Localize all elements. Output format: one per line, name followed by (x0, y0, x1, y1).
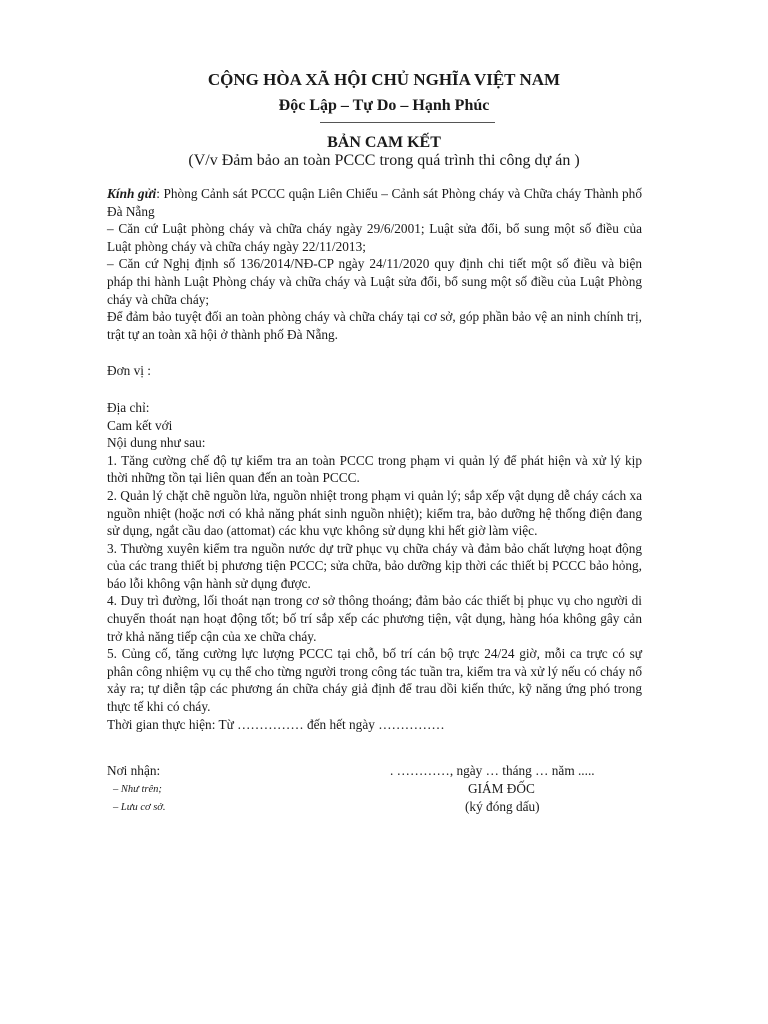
date-line: . …………, ngày … tháng … năm ..... (390, 763, 595, 778)
implementation-time: Thời gian thực hiện: Từ …………… đến hết ngày …………… (107, 716, 445, 732)
recipient-text: : Phòng Cảnh sát PCCC quận Liên Chiểu – Cảnh sát Phòng cháy và Chữa cháy Thành phố Đà Nẵng (107, 186, 642, 219)
commitment-item-4: 4. Duy trì đường, lối thoát nạn trong cơ sở thông thoáng; đảm bảo các thiết bị phục vụ cho người di chuyển thoát nạn hoạt động tốt; bố trí sắp xếp các phương tiện, vật dụng, hàng hóa không gây cản trở khả năng tiếp cận của xe chữa cháy. (107, 593, 642, 644)
commitment-item-2: 2. Quản lý chặt chẽ nguồn lửa, nguồn nhiệt trong phạm vi quản lý; sắp xếp vật dụng dễ cháy cách xa nguồn nhiệt (hoặc nơi có khả năng phát sinh nguồn nhiệt); kiểm tra, bảo dưỡng hệ thống điện đang sử dụng, ngắt cầu dao (attomat) các khu vực không sử dụng khi hết giờ làm việc. (107, 487, 642, 539)
commitment-item-3: 3. Thường xuyên kiểm tra nguồn nước dự trữ phục vụ chữa cháy và đảm bảo chất lượng hoạt động của các trang thiết bị phương tiện PCCC; sửa chữa, bảo dưỡng kịp thời các thiết bị PCCC bảo hỏng, báo lỗi không vận hành sử dụng được. (107, 540, 642, 591)
legal-basis-2: – Căn cứ Nghị định số 136/2014/NĐ-CP ngày 24/11/2020 quy định chi tiết một số điều và biện pháp thi hành Luật Phòng cháy và chữa cháy và Luật sửa đổi, bổ sung một số điều của Luật Phòng cháy và chữa cháy; (107, 256, 642, 307)
legal-basis-1: – Căn cứ Luật phòng cháy và chữa cháy ngày 29/6/2001; Luật sửa đổi, bổ sung một số điều của Luật phòng cháy và chữa cháy ngày 22/11/2013; (107, 221, 642, 254)
document-subtitle: (V/v Đảm bảo an toàn PCCC trong quá trình thi công dự án ) (188, 152, 580, 169)
unit-field: Đơn vị : (107, 363, 151, 379)
recipient-item-1: – Như trên; (113, 784, 162, 795)
national-motto: Độc Lập – Tự Do – Hạnh Phúc (278, 97, 490, 114)
address-field: Địa chỉ: (107, 399, 150, 415)
recipient-label: Kính gửi (107, 186, 157, 201)
document-title: BẢN CAM KẾT (327, 134, 441, 151)
commitment-item-1: 1. Tăng cường chế độ tự kiểm tra an toàn PCCC trong phạm vi quản lý để phát hiện và xử lý kịp thời những tồn tại liên quan đến an toàn PCCC. (107, 452, 642, 486)
recipients-label: Nơi nhận: (107, 763, 161, 778)
signer-role: GIÁM ĐỐC (468, 781, 535, 796)
header-divider (320, 122, 495, 123)
recipient-line (107, 185, 642, 220)
recipient-item-2: – Lưu cơ sở. (113, 802, 166, 813)
purpose-statement: Để đảm bảo tuyệt đối an toàn phòng cháy và chữa cháy tại cơ sở, góp phần bảo vệ an ninh chính trị, trật tự an toàn xã hội ở thành phố Đà Nẵng. (107, 309, 642, 342)
document-body (107, 185, 642, 733)
commitment-item-5: 5. Củng cố, tăng cường lực lượng PCCC tại chỗ, bố trí cán bộ trực 24/24 giờ, mỗi ca trực có sự phân công nhiệm vụ cụ thể cho từng người trong công tác tuần tra, kiểm tra và xử lý nếu có cháy nổ xảy ra; tự diễn tập các phương án chữa cháy giả định để trau dồi kiến thức, kỹ năng ứng phó trong thực tế khi có cháy. (107, 646, 642, 715)
content-heading: Nội dung như sau: (107, 435, 206, 451)
country-name: CỘNG HÒA XÃ HỘI CHỦ NGHĨA VIỆT NAM (207, 70, 561, 89)
signature-note: (ký đóng dấu) (465, 799, 540, 814)
commit-to-field: Cam kết với (107, 417, 173, 433)
